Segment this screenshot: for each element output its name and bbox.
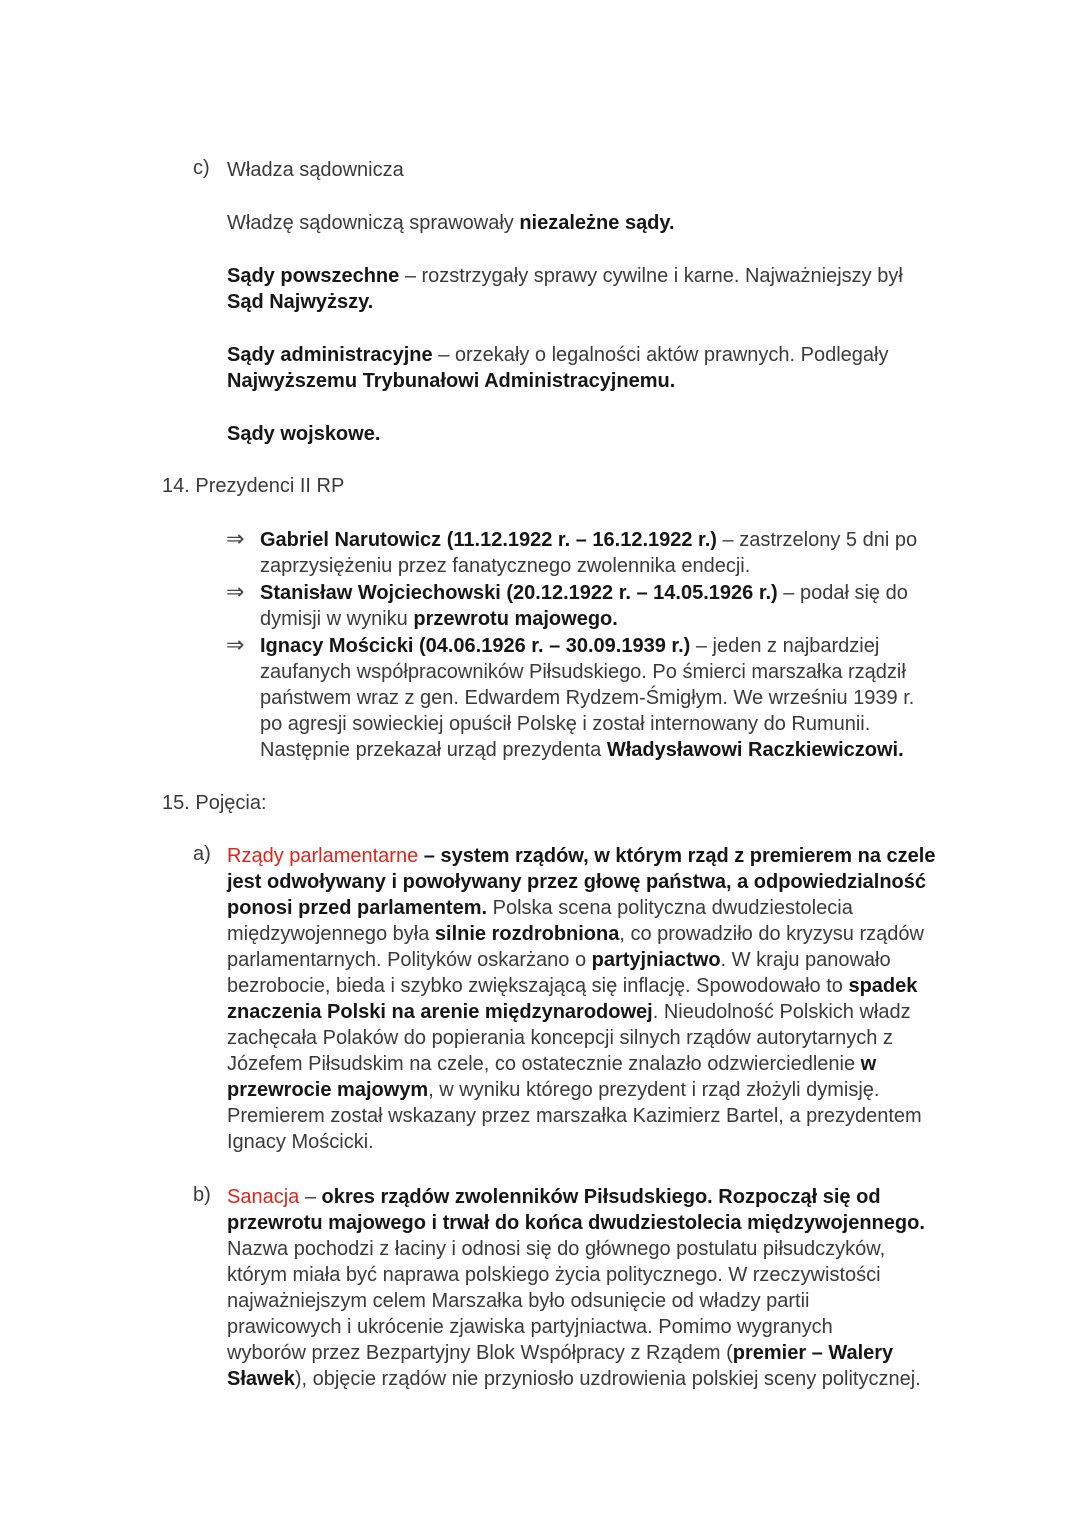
list-item-line: zaprzysiężeniu przez fanatycznego zwolennika endecji.	[260, 555, 751, 577]
definition-line: wyborów przez Bezpartyjny Blok Współpracy z Rządem (premier – Walery	[227, 1342, 894, 1364]
definition-line: międzywojennego była silnie rozdrobniona, co prowadziło do kryzysu rządów	[227, 923, 924, 945]
list-marker: c)	[193, 157, 210, 179]
definition-line: którym miała być naprawa polskiego życia politycznego. W rzeczywistości	[227, 1264, 881, 1286]
paragraph-line: Sąd Najwyższy.	[227, 291, 374, 313]
list-item-line: zaufanych współpracowników Piłsudskiego. Po śmierci marszałka rządził	[260, 661, 906, 683]
definition-line: znaczenia Polski na arenie międzynarodowej. Nieudolność Polskich władz	[227, 1001, 911, 1023]
section-heading: 15. Pojęcia:	[162, 792, 267, 814]
definition-line: przewrocie majowym, w wyniku którego prezydent i rząd złożyli dymisję.	[227, 1079, 880, 1101]
list-item: Ignacy Mościcki (04.06.1926 r. – 30.09.1939 r.) – jeden z najbardziej	[260, 635, 880, 657]
section-title: Władza sądownicza	[227, 159, 404, 181]
arrow-icon: ⇒	[226, 526, 245, 551]
list-item-line: dymisji w wyniku przewrotu majowego.	[260, 608, 618, 630]
arrow-icon: ⇒	[226, 632, 245, 657]
definition-line: bezrobocie, bieda i szybko zwiększającą się inflację. Spowodowało to spadek	[227, 975, 918, 997]
paragraph: Sądy wojskowe.	[227, 423, 381, 445]
definition-line: parlamentarnych. Polityków oskarżano o partyjniactwo. W kraju panowało	[227, 949, 891, 971]
term: Sanacja	[227, 1186, 300, 1208]
list-item: Stanisław Wojciechowski (20.12.1922 r. – 14.05.1926 r.) – podał się do	[260, 582, 908, 604]
paragraph-line: Najwyższemu Trybunałowi Administracyjnemu.	[227, 370, 676, 392]
definition-line: Rządy parlamentarne – system rządów, w którym rząd z premierem na czele	[227, 845, 936, 867]
definition-line: Sławek), objęcie rządów nie przyniosło uzdrowienia polskiej sceny politycznej.	[227, 1368, 921, 1390]
list-marker: b)	[193, 1184, 211, 1206]
definition-line: Józefem Piłsudskim na czele, co ostatecznie znalazło odzwierciedlenie w	[227, 1053, 877, 1075]
definition-line: Nazwa pochodzi z łaciny i odnosi się do głównego postulatu piłsudczyków,	[227, 1238, 886, 1260]
paragraph: Sądy powszechne – rozstrzygały sprawy cywilne i karne. Najważniejszy był	[227, 265, 903, 287]
definition-line: Ignacy Mościcki.	[227, 1131, 374, 1153]
definition-line: najważniejszym celem Marszałka było odsunięcie od władzy partii	[227, 1290, 810, 1312]
section-heading: 14. Prezydenci II RP	[162, 475, 345, 497]
list-marker: a)	[193, 843, 211, 865]
paragraph: Sądy administracyjne – orzekały o legalności aktów prawnych. Podlegały	[227, 344, 889, 366]
definition-line: Premierem został wskazany przez marszałka Kazimierz Bartel, a prezydentem	[227, 1105, 922, 1127]
list-item-line: po agresji sowieckiej opuścił Polskę i został internowany do Rumunii.	[260, 713, 871, 735]
list-item-line: państwem wraz z gen. Edwardem Rydzem-Śmigłym. We wrześniu 1939 r.	[260, 687, 915, 709]
paragraph: Władzę sądowniczą sprawowały niezależne sądy.	[227, 212, 675, 234]
definition-line: jest odwoływany i powoływany przez głowę państwa, a odpowiedzialność	[227, 871, 927, 893]
definition-line: Sanacja – okres rządów zwolenników Piłsudskiego. Rozpoczął się od	[227, 1186, 881, 1208]
definition-line: ponosi przed parlamentem. Polska scena polityczna dwudziestolecia	[227, 897, 853, 919]
list-item: Gabriel Narutowicz (11.12.1922 r. – 16.12.1922 r.) – zastrzelony 5 dni po	[260, 529, 918, 551]
definition-line: prawicowych i ukrócenie zjawiska partyjniactwa. Pomimo wygranych	[227, 1316, 833, 1338]
definition-line: zachęcała Polaków do popierania koncepcji silnych rządów autorytarnych z	[227, 1027, 893, 1049]
definition-line: przewrotu majowego i trwał do końca dwudziestolecia międzywojennego.	[227, 1212, 925, 1234]
term: Rządy parlamentarne	[227, 845, 419, 867]
arrow-icon: ⇒	[226, 579, 245, 604]
list-item-line: Następnie przekazał urząd prezydenta Władysławowi Raczkiewiczowi.	[260, 739, 904, 761]
